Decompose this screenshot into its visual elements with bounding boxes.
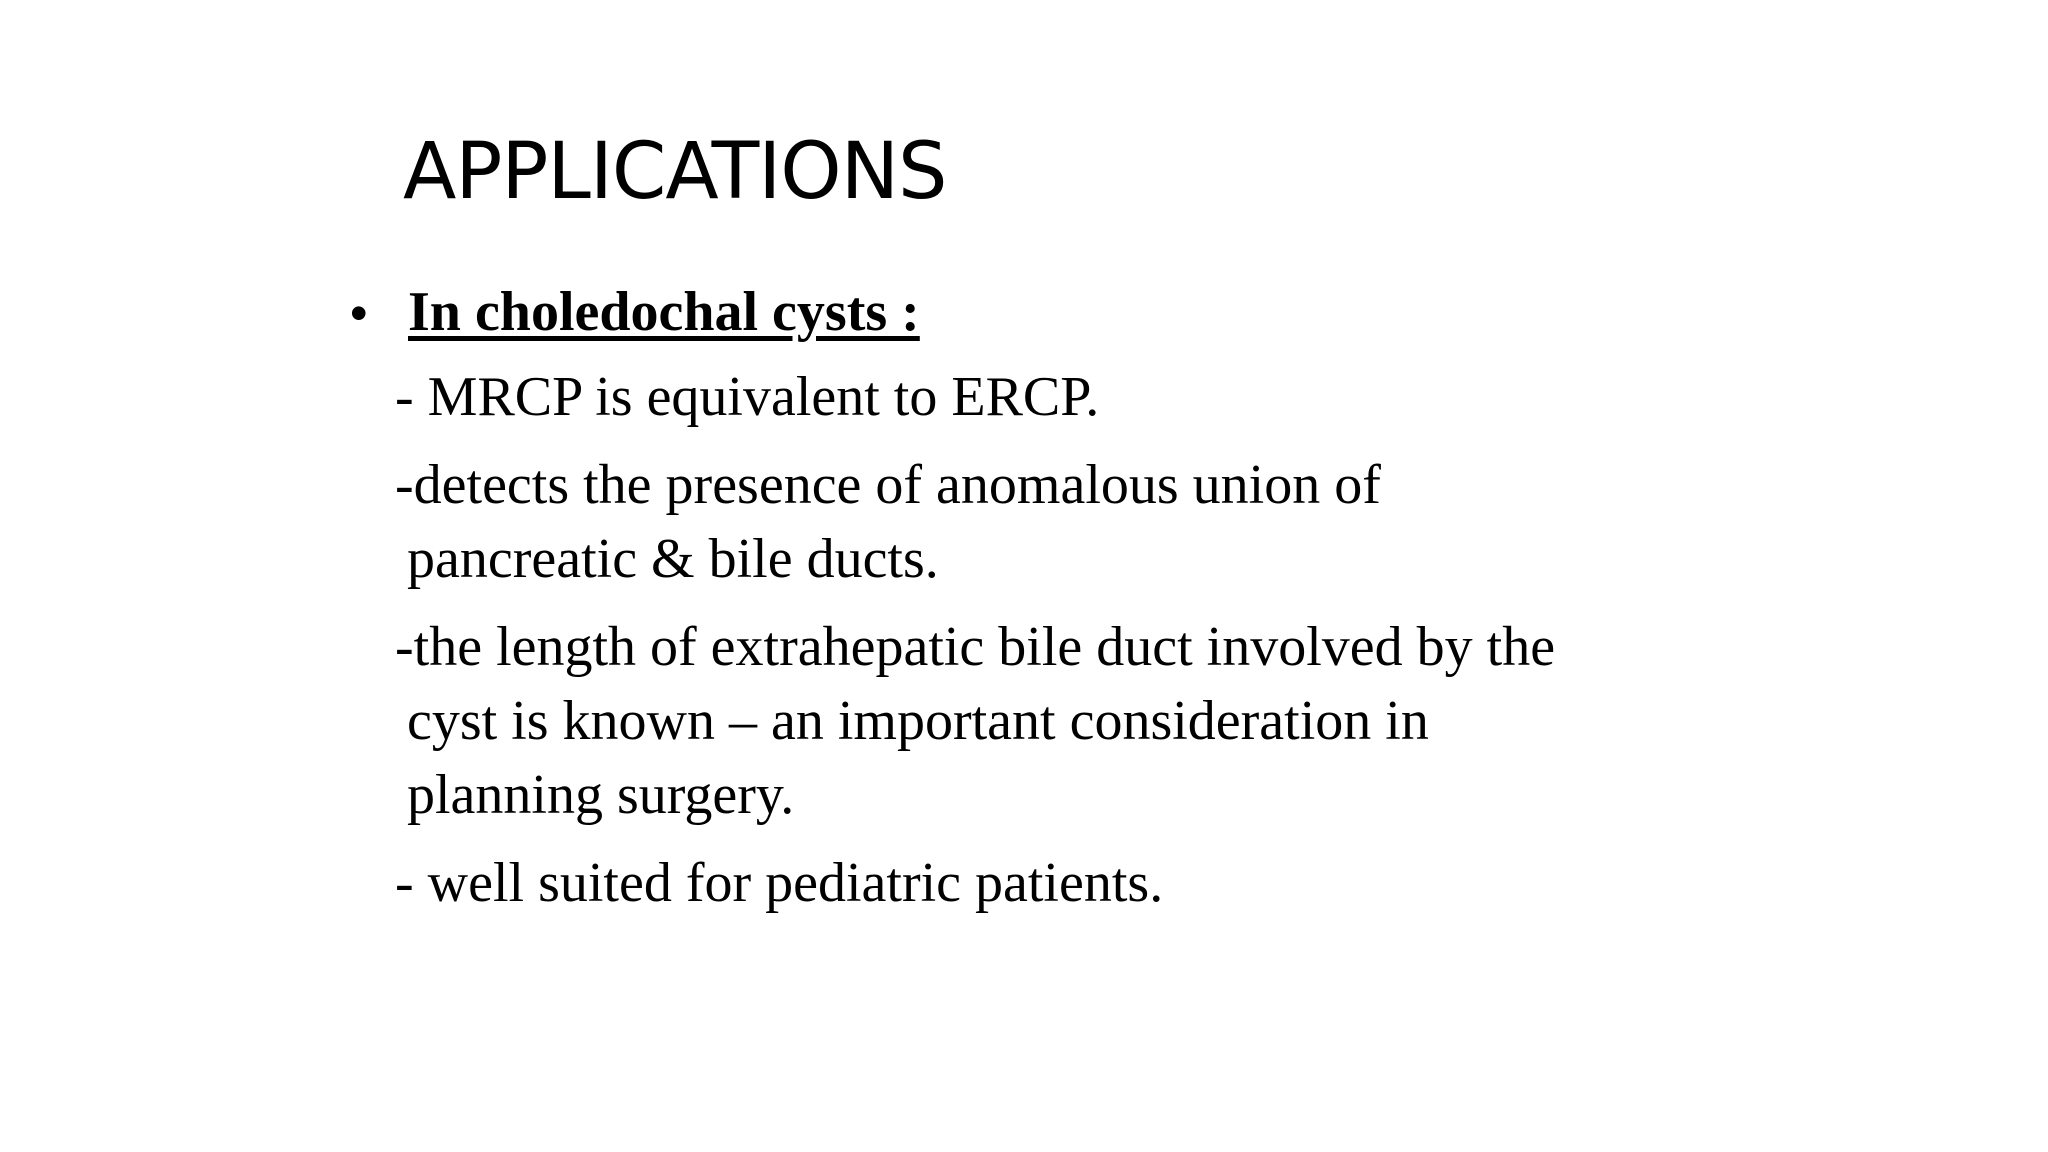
bullet-item (345, 275, 1745, 350)
sub-item-line: cyst is known – an important consideration in (407, 690, 1429, 752)
slide-body (345, 275, 1745, 934)
slide-title: APPLICATIONS (403, 127, 947, 217)
sub-item-anomalous-union (345, 448, 1745, 596)
sub-item-line: -the length of extrahepatic bile duct involved by the (395, 616, 1556, 678)
sub-item-line: pancreatic & bile ducts. (407, 528, 939, 590)
sub-item-line: - well suited for pediatric patients. (395, 852, 1164, 914)
sub-item-line: planning surgery. (407, 764, 795, 826)
sub-item-cyst-length (345, 610, 1745, 832)
sub-item-pediatric (345, 846, 1745, 920)
bullet-heading: In choledochal cysts : (408, 281, 920, 343)
sub-item-line: - MRCP is equivalent to ERCP. (395, 366, 1100, 428)
sub-item-mrcp-equivalent (345, 360, 1745, 434)
bullet-dot-icon: • (350, 285, 368, 341)
sub-item-line: -detects the presence of anomalous union of (395, 454, 1381, 516)
